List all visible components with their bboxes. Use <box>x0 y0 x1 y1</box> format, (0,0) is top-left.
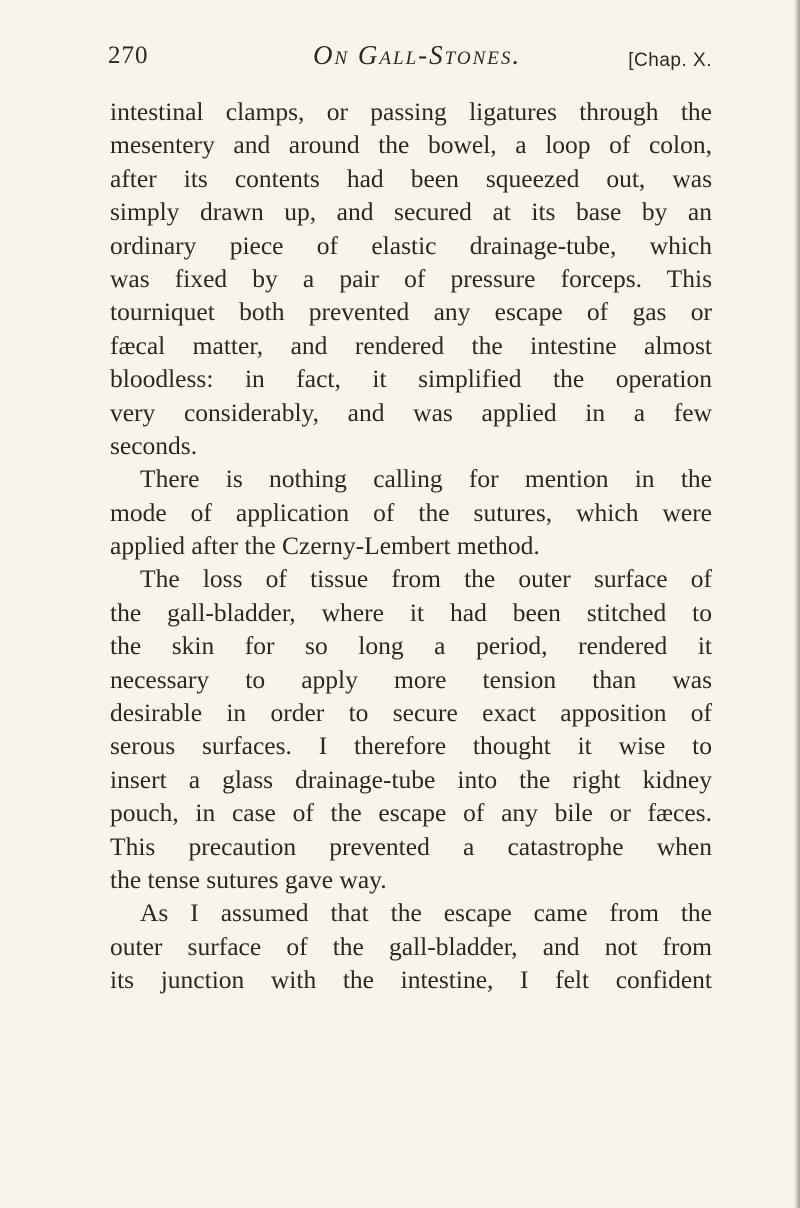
text-line: applied after the Czerny-Lembert method. <box>110 531 540 561</box>
chapter-reference: [Chap. X. <box>628 50 712 71</box>
page-number: 270 <box>108 42 149 69</box>
paragraph <box>110 95 712 462</box>
text-line: insert a glass drainage-tube into the right kidney <box>110 764 712 794</box>
text-line: ordinary piece of elastic drainage-tube, which <box>110 230 712 260</box>
text-line: There is nothing calling for mention in the <box>140 464 712 494</box>
text-line: outer surface of the gall-bladder, and not from <box>110 931 712 961</box>
text-line: bloodless: in fact, it simplified the operation <box>110 364 712 394</box>
text-line: tourniquet both prevented any escape of gas or <box>110 297 712 327</box>
text-line: fæcal matter, and rendered the intestine almost <box>110 330 712 360</box>
text-line: seconds. <box>110 430 198 460</box>
text-line: the skin for so long a period, rendered it <box>110 631 712 661</box>
text-line: This precaution prevented a catastrophe when <box>110 831 712 861</box>
text-line: was fixed by a pair of pressure forceps. This <box>110 263 712 293</box>
running-title: On Gall-Stones. <box>313 40 522 70</box>
text-line: serous surfaces. I therefore thought it wise to <box>110 731 712 761</box>
text-line: desirable in order to secure exact apposition of <box>110 698 712 728</box>
running-header <box>108 42 720 78</box>
body-text <box>110 95 712 997</box>
text-line: very considerably, and was applied in a few <box>110 397 712 427</box>
paragraph <box>110 562 712 896</box>
text-line: the tense sutures gave way. <box>110 864 387 894</box>
text-line: The loss of tissue from the outer surface of <box>140 564 712 594</box>
text-line: pouch, in case of the escape of any bile or fæces. <box>110 798 712 828</box>
text-line: mesentery and around the bowel, a loop of colon, <box>110 130 712 160</box>
text-line: intestinal clamps, or passing ligatures through the <box>110 97 712 126</box>
text-line: its junction with the intestine, I felt confident <box>110 965 712 995</box>
paragraph <box>110 896 712 996</box>
paragraph <box>110 462 712 562</box>
text-line: necessary to apply more tension than was <box>110 664 712 694</box>
text-line: As I assumed that the escape came from the <box>140 898 712 928</box>
text-line: the gall-bladder, where it had been stitched to <box>110 597 712 627</box>
text-line: simply drawn up, and secured at its base by an <box>110 197 712 227</box>
text-line: mode of application of the sutures, which were <box>110 497 712 527</box>
page-edge-shadow <box>794 0 800 1208</box>
text-line: after its contents had been squeezed out, was <box>110 163 712 193</box>
